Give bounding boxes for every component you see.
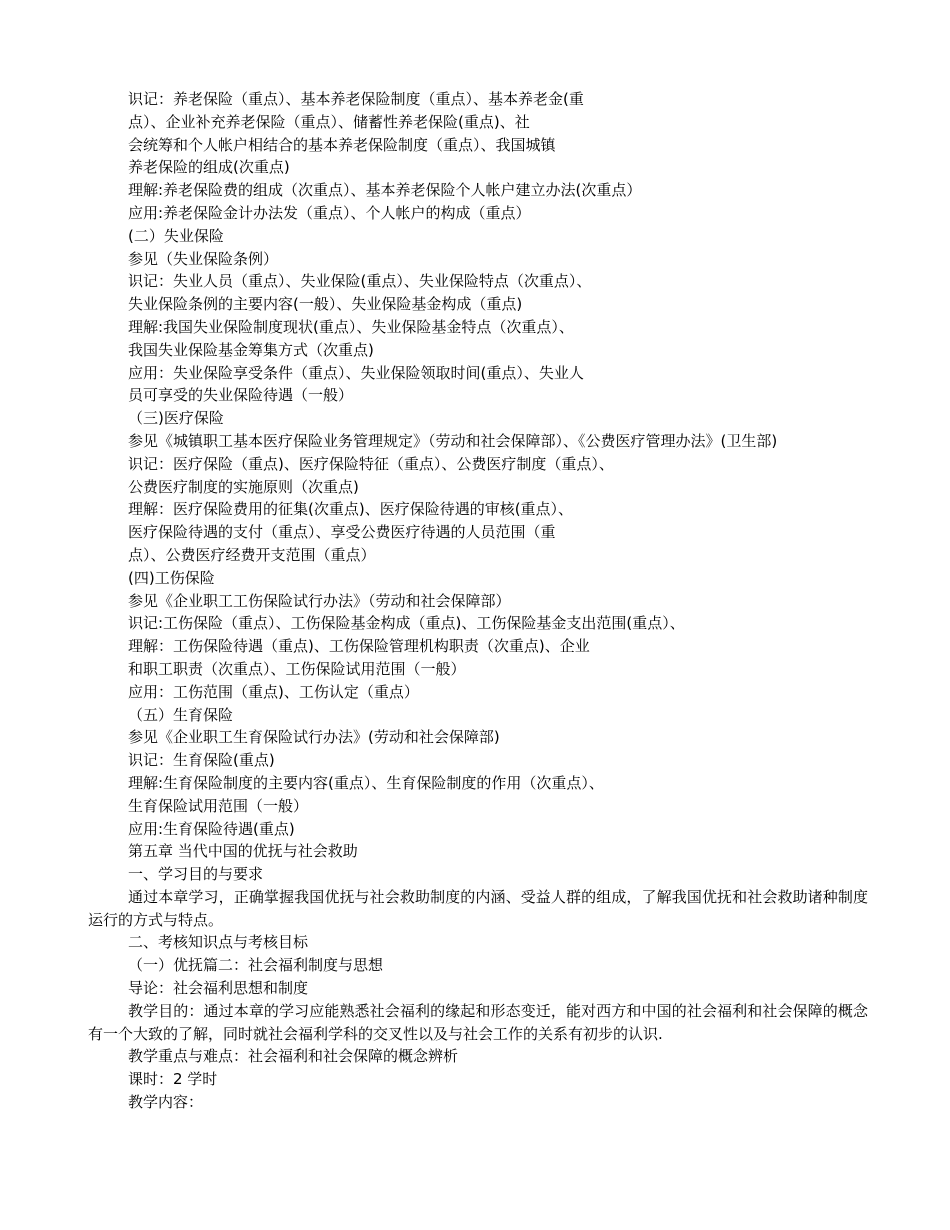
text-line: 失业保险条例的主要内容(一般）、失业保险基金构成（重点) xyxy=(128,295,523,314)
text-line: 导论：社会福利思想和制度 xyxy=(128,979,309,998)
text-line: 理解:生育保险制度的主要内容(重点）、生育保险制度的作用（次重点）、 xyxy=(128,773,604,792)
text-line: 公费医疗制度的实施原则（次重点) xyxy=(128,477,359,496)
section-heading: 二、考核知识点与考核目标 xyxy=(128,933,309,952)
text-line: 我国失业保险基金筹集方式（次重点) xyxy=(128,340,374,359)
text-line: 和职工职责（次重点）、工伤保险试用范围（一般） xyxy=(128,659,466,678)
paragraph: 通过本章学习，正确掌握我国优抚与社会救助制度的内涵、受益人群的组成，了解我国优抚和社会救助诸种制度运行的方式与特点。 xyxy=(88,887,868,929)
text-line: 识记:工伤保险（重点）、工伤保险基金构成（重点)、工伤保险基金支出范围(重点）、 xyxy=(128,614,685,633)
text-line: 点）、企业补充养老保险（重点）、储蓄性养老保险(重点)、社 xyxy=(128,112,530,131)
text-line: 理解：工伤保险待遇（重点)、工伤保险管理机构职责（次重点)、企业 xyxy=(128,637,590,656)
text-line: 应用:养老保险金计办法发（重点）、个人帐户的构成（重点） xyxy=(128,203,531,222)
text-line: 参见（失业保险条例） xyxy=(128,249,279,268)
text-line: 应用:生育保险待遇(重点) xyxy=(128,819,295,838)
text-line: 识记：医疗保险（重点)、医疗保险特征（重点）、公费医疗制度（重点）、 xyxy=(128,454,614,473)
text-line: 应用：工伤范围（重点)、工伤认定（重点） xyxy=(128,682,419,701)
text-line: 点）、公费医疗经费开支范围（重点） xyxy=(128,545,376,564)
text-line: 员可享受的失业保险待遇（一般） xyxy=(128,386,354,405)
section-heading: （三)医疗保险 xyxy=(128,409,224,428)
text-line: 识记：失业人员（重点）、失业保险(重点）、失业保险特点（次重点）、 xyxy=(128,272,592,291)
text-line: 理解:养老保险费的组成（次重点）、基本养老保险个人帐户建立办法(次重点） xyxy=(128,181,642,200)
text-line: 会统筹和个人帐户相结合的基本养老保险制度（重点）、我国城镇 xyxy=(128,135,556,154)
chapter-heading: 第五章 当代中国的优抚与社会救助 xyxy=(128,842,358,861)
text-line: 应用：失业保险享受条件（重点）、失业保险领取时间(重点）、失业人 xyxy=(128,363,584,382)
text-line: 养老保险的组成(次重点) xyxy=(128,158,290,177)
text-line: 参见《企业职工生育保险试行办法》(劳动和社会保障部) xyxy=(128,728,500,747)
text-line: 参见《城镇职工基本医疗保险业务管理规定》（劳动和社会保障部）、《公费医疗管理办法》(卫生部) xyxy=(128,431,778,450)
text-line: 识记：养老保险（重点）、基本养老保险制度（重点）、基本养老金(重 xyxy=(128,90,584,108)
text-line: 生育保险试用范围（一般） xyxy=(128,796,309,815)
section-heading: （五）生育保险 xyxy=(128,705,234,724)
text-line: 理解:我国失业保险制度现状(重点）、失业保险基金特点（次重点）、 xyxy=(128,317,574,336)
text-line: 教学重点与难点：社会福利和社会保障的概念辨析 xyxy=(128,1047,459,1066)
text-line: 教学内容： xyxy=(128,1093,204,1112)
section-heading: (二）失业保险 xyxy=(128,226,224,245)
text-line: 理解：医疗保险费用的征集(次重点)、医疗保险待遇的审核(重点）、 xyxy=(128,500,574,519)
text-line: 医疗保险待遇的支付（重点）、享受公费医疗待遇的人员范围（重 xyxy=(128,523,556,542)
section-heading: 一、学习目的与要求 xyxy=(128,865,264,884)
text-line: 识记：生育保险(重点) xyxy=(128,751,275,770)
section-heading: (四)工伤保险 xyxy=(128,568,215,587)
section-heading: （一）优抚篇二：社会福利制度与思想 xyxy=(128,956,384,975)
text-line: 课时：2 学时 xyxy=(128,1070,218,1089)
paragraph: 教学目的：通过本章的学习应能熟悉社会福利的缘起和形态变迁，能对西方和中国的社会福利和社会保障的概念有一个大致的了解，同时就社会福利学科的交叉性以及与社会工作的关系有初步的认识. xyxy=(88,1001,868,1043)
text-line: 参见《企业职工工伤保险试行办法》（劳动和社会保障部） xyxy=(128,591,511,610)
document-body xyxy=(88,88,868,1114)
